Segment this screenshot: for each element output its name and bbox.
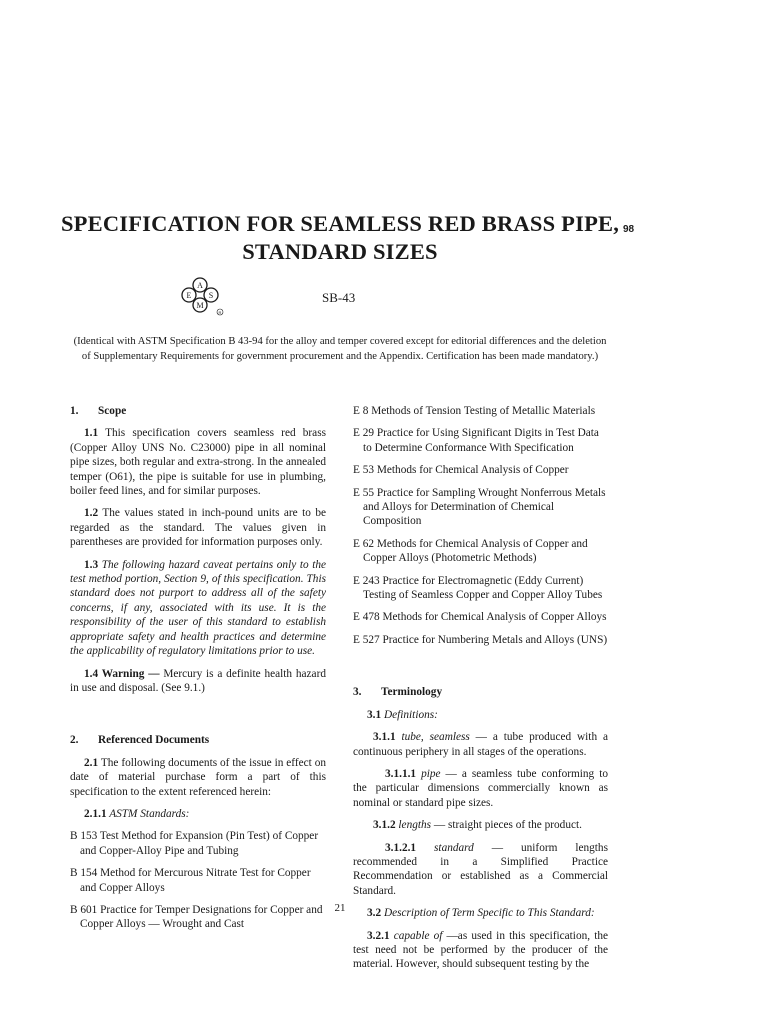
para-3-1-2: 3.1.2 lengths — straight pieces of the product. <box>373 819 582 832</box>
para-3-2: 3.2 Description of Term Specific to This Standard: <box>367 907 595 920</box>
para-1-2: 1.2 The values stated in inch-pound units are to be regarded as the standard. The values given in parentheses are provided for information purposes only. <box>70 507 326 549</box>
left-column <box>70 404 326 940</box>
ref-e8: E 8 Methods of Tension Testing of Metallic Materials <box>353 405 596 417</box>
section-2-heading: 2. Referenced Documents <box>70 734 210 747</box>
para-2-1-1: 2.1.1 ASTM Standards: <box>84 807 190 820</box>
para-3-1: 3.1 Definitions: <box>367 708 438 721</box>
spec-designation: SB-43 <box>322 290 356 305</box>
para-3-1-1: 3.1.1 tube, seamless — a tube produced with a continuous periphery in all stages of the operations. <box>353 731 608 758</box>
ref-b153: B 153 Test Method for Expansion (Pin Test) of Copper and Copper-Alloy Pipe and Tubing <box>70 830 319 857</box>
svg-text:R: R <box>218 310 222 315</box>
ref-e527: E 527 Practice for Numbering Metals and Alloys (UNS) <box>353 633 608 646</box>
section-1-heading: 1. Scope <box>70 405 127 417</box>
identity-note: (Identical with ASTM Specification B 43-94 for the alloy and temper covered except for editorial differences and the deletion of Supplementary Requirements for government procurement and the Appendix. Certification has been made mandatory.) <box>73 336 607 362</box>
para-1-1: 1.1 This specification covers seamless red brass (Copper Alloy UNS No. C23000) pipe in all nominal pipe sizes, both regular and extra-strong. In the annealed temper (O61), the pipe is suitable for use in plumbing, boiler feed lines, and for similar purposes. <box>70 427 326 498</box>
ref-e53: E 53 Methods for Chemical Analysis of Copper <box>353 464 569 477</box>
section-3-heading: 3. Terminology <box>353 686 443 699</box>
para-3-1-2-1: 3.1.2.1 standard — uniform lengths recommended in a Simplified Practice Recommendation or established as a Commercial Standard. <box>353 841 608 897</box>
title-line-1: SPECIFICATION FOR SEAMLESS RED BRASS PIPE, <box>60 211 620 236</box>
document-title <box>60 210 620 266</box>
asme-logo <box>176 276 224 316</box>
logo-letter-s: S <box>208 291 214 300</box>
ref-e478: E 478 Methods for Chemical Analysis of Copper Alloys <box>353 611 607 624</box>
logo-letter-m: M <box>196 301 204 310</box>
para-2-1: 2.1 The following documents of the issue in effect on date of material purchase form a part of this specification to the extent referenced herein: <box>70 756 326 798</box>
para-1-4: 1.4 Warning — Mercury is a definite health hazard in use and disposal. (See 9.1.) <box>70 667 326 694</box>
ref-e62: E 62 Methods for Chemical Analysis of Copper and Copper Alloys (Photometric Methods) <box>353 537 588 565</box>
ref-b154: B 154 Method for Mercurous Nitrate Test for Copper and Copper Alloys <box>70 867 311 894</box>
logo-letter-e: E <box>186 291 192 300</box>
ref-b601: B 601 Practice for Temper Designations for Copper and Copper Alloys — Wrought and Cast <box>70 903 323 931</box>
edition-marker: 98 <box>623 224 635 235</box>
para-1-3: 1.3 The following hazard caveat pertains only to the test method portion, Section 9, of this specification. This standard does not purport to address all of the safety concerns, if any, associated with its use. It is the responsibility of the user of this standard to establish appropriate safety and health practices and determine the applicability of regulatory limitations prior to use. <box>70 558 326 658</box>
para-3-2-1: 3.2.1 capable of —as used in this specification, the test need not be performed by the producer of the material. However, should subsequent testing by the <box>353 929 608 971</box>
para-3-1-1-1: 3.1.1.1 pipe — a seamless tube conforming to the particular dimensions commercially known as nominal or standard pipe sizes. <box>353 767 609 809</box>
page-number: 21 <box>334 902 346 914</box>
ref-e29: E 29 Practice for Using Significant Digits in Test Data to Determine Conformance With Specification <box>353 427 599 454</box>
title-line-2: STANDARD SIZES <box>242 239 438 264</box>
right-column <box>353 404 608 980</box>
ref-e243: E 243 Practice for Electromagnetic (Eddy Current) Testing of Seamless Copper and Copper Alloy Tubes <box>353 574 603 602</box>
logo-letter-a: A <box>197 281 203 290</box>
ref-e55: E 55 Practice for Sampling Wrought Nonferrous Metals and Alloys for Determination of Chemical Composition <box>353 486 606 528</box>
